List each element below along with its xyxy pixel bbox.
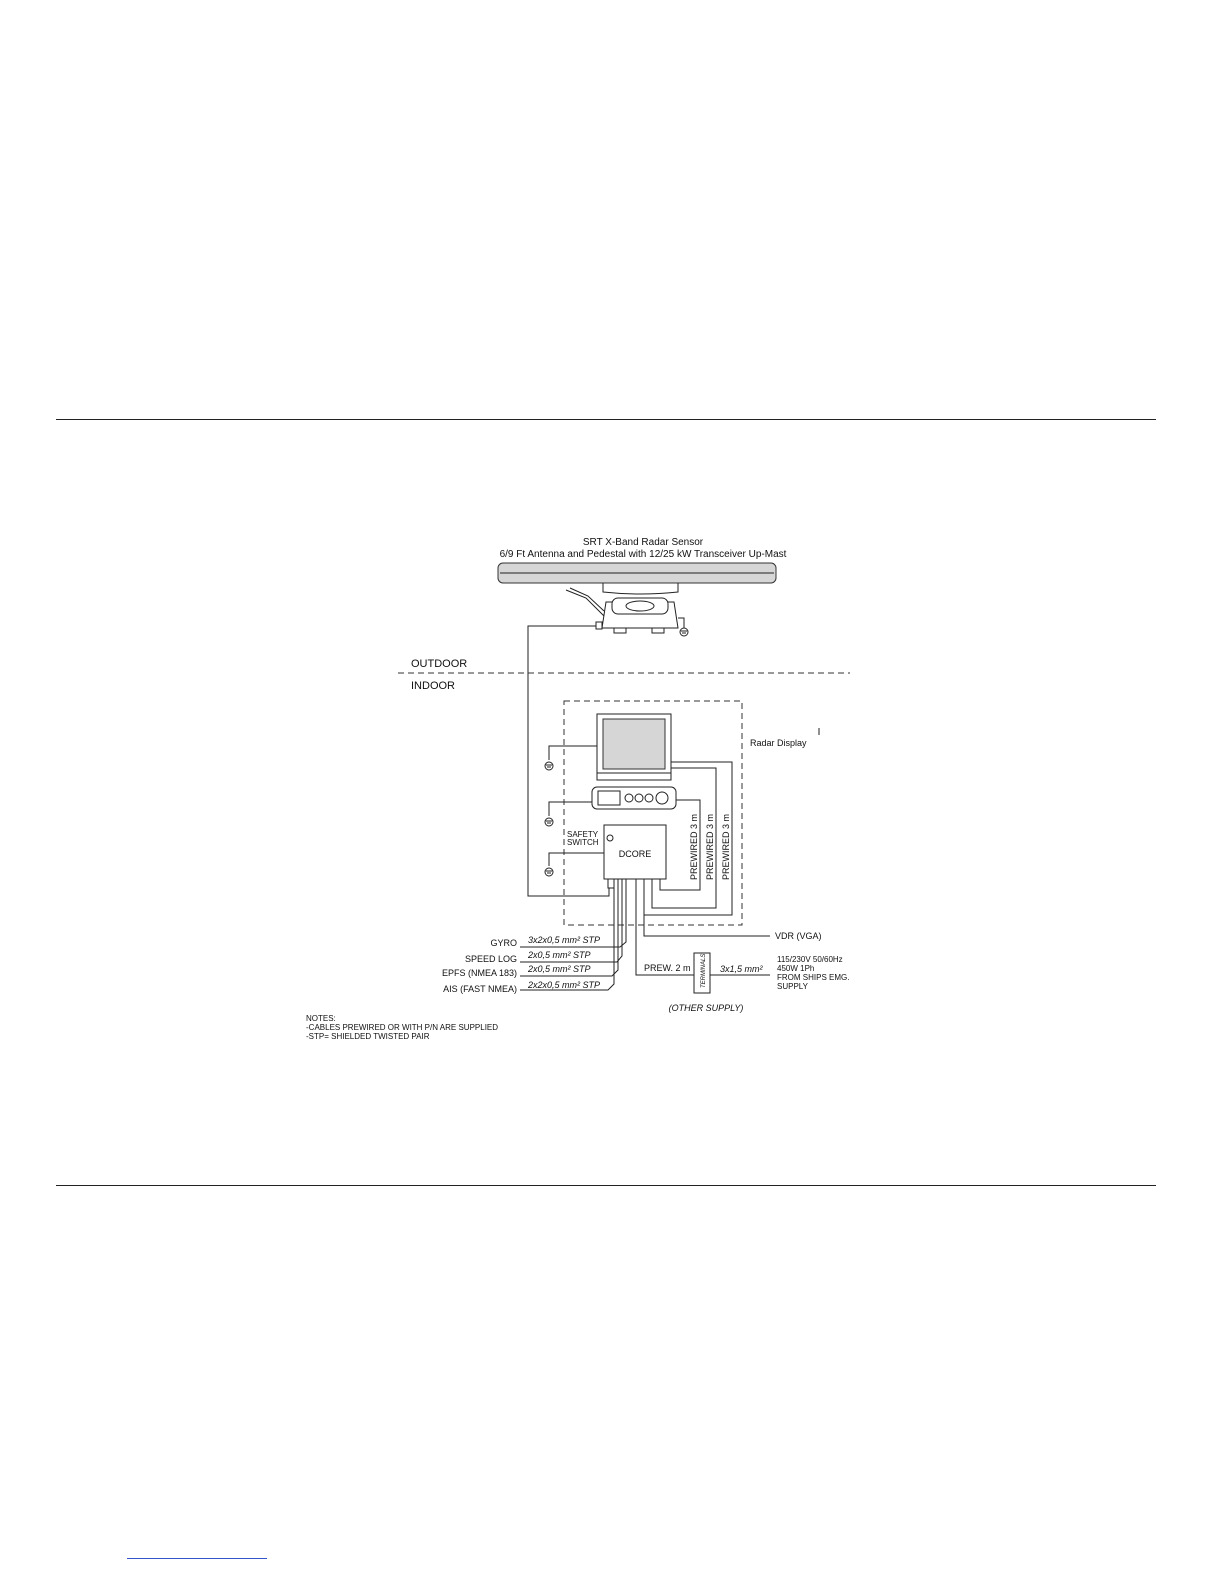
power-cable: 3x1,5 mm² bbox=[720, 964, 763, 974]
input-gyro-label: GYRO bbox=[490, 938, 517, 948]
input-gyro-cable: 3x2x0,5 mm² STP bbox=[528, 935, 601, 945]
prew-label: PREW. 2 m bbox=[644, 963, 691, 973]
supply-line-4: SUPPLY bbox=[777, 982, 808, 991]
supply-line-1: 115/230V 50/60Hz bbox=[777, 955, 843, 964]
antenna-icon bbox=[498, 563, 776, 633]
indoor-label: INDOOR bbox=[411, 680, 455, 692]
safety-switch-label-2: SWITCH bbox=[567, 838, 599, 847]
ground-icon bbox=[545, 818, 553, 826]
outdoor-label: OUTDOOR bbox=[411, 658, 468, 670]
safety-switch-label-1: SAFETY bbox=[567, 830, 599, 839]
terminals-label: TERMINALS bbox=[701, 953, 707, 988]
ground-icon bbox=[545, 868, 553, 876]
diagram-title-line1: SRT X-Band Radar Sensor bbox=[582, 537, 704, 548]
ground-icon bbox=[545, 762, 553, 770]
supply-line-3: FROM SHIPS EMG. bbox=[777, 973, 850, 982]
notes-line-2: -STP= SHIELDED TWISTED PAIR bbox=[306, 1032, 430, 1041]
supply-line-2: 450W 1Ph bbox=[777, 964, 815, 973]
notes-heading: NOTES: bbox=[306, 1014, 336, 1023]
input-ais-cable: 2x2x0,5 mm² STP bbox=[528, 980, 601, 990]
notes-line-1: -CABLES PREWIRED OR WITH P/N ARE SUPPLIED bbox=[306, 1023, 499, 1032]
footer-link-underline[interactable] bbox=[127, 1558, 267, 1559]
monitor-icon bbox=[597, 714, 671, 780]
diagram-title-line2: 6/9 Ft Antenna and Pedestal with 12/25 kW Transceiver Up-Mast bbox=[499, 549, 787, 560]
ground-icon bbox=[680, 628, 688, 636]
input-epfs-cable: 2x0,5 mm² STP bbox=[528, 964, 591, 974]
prewired-label-3: PREWIRED 3 m bbox=[721, 813, 731, 880]
input-ais-label: AIS (FAST NMEA) bbox=[443, 984, 517, 994]
prewired-label-1: PREWIRED 3 m bbox=[689, 813, 699, 880]
vdr-label: VDR (VGA) bbox=[775, 931, 822, 941]
keypad-icon bbox=[592, 787, 676, 809]
input-epfs-label: EPFS (NMEA 183) bbox=[441, 968, 517, 978]
other-supply-label: (OTHER SUPPLY) bbox=[668, 1003, 744, 1013]
input-speed-log-label: SPEED LOG bbox=[464, 954, 517, 964]
dcore-label: DCORE bbox=[618, 849, 652, 859]
radar-display-label: Radar Display bbox=[750, 738, 807, 748]
input-speed-log-cable: 2x0,5 mm² STP bbox=[528, 950, 591, 960]
prewired-label-2: PREWIRED 3 m bbox=[705, 813, 715, 880]
